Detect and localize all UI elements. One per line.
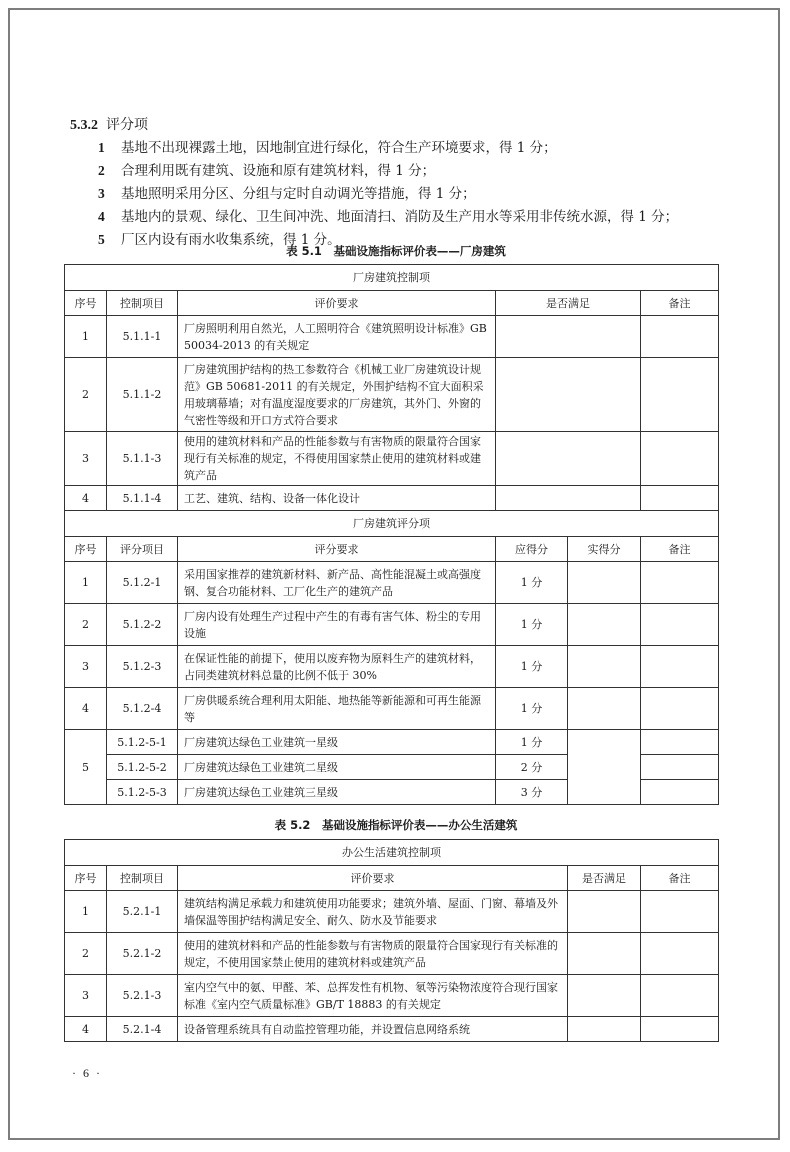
cell-actual-score (568, 646, 641, 688)
cell-code: 5.1.2-5-2 (107, 755, 178, 780)
item-text: 基地不出现裸露土地，因地制宜进行绿化，符合生产环境要求，得 1 分； (121, 140, 557, 156)
cell-due-score: 1 分 (496, 730, 568, 755)
table-row (65, 316, 719, 358)
cell-remark (641, 975, 719, 1017)
cell-requirement: 设备管理系统具有自动监控管理功能，并设置信息网络系统 (178, 1017, 568, 1042)
cell-code: 5.2.1-1 (107, 891, 178, 933)
cell-code: 5.1.2-2 (107, 604, 178, 646)
col-header-actual-score: 实得分 (568, 537, 641, 562)
cell-requirement: 厂房供暖系统合理利用太阳能、地热能等新能源和可再生能源等 (178, 688, 496, 730)
cell-no: 2 (65, 358, 107, 432)
list-item (70, 205, 730, 228)
cell-remark (641, 486, 719, 511)
cell-due-score: 2 分 (496, 755, 568, 780)
cell-remark (641, 358, 719, 432)
cell-no: 2 (65, 604, 107, 646)
col-header-item: 控制项目 (107, 866, 178, 891)
cell-remark (641, 891, 719, 933)
cell-actual-score (568, 730, 641, 805)
item-text: 基地照明采用分区、分组与定时自动调光等措施，得 1 分； (121, 186, 476, 202)
cell-satisfied (568, 1017, 641, 1042)
table-row (65, 933, 719, 975)
table-row (65, 486, 719, 511)
cell-code: 5.1.2-5-3 (107, 780, 178, 805)
cell-satisfied (496, 358, 641, 432)
cell-remark (641, 316, 719, 358)
table-row (65, 358, 719, 432)
cell-requirement: 在保证性能的前提下，使用以废弃物为原料生产的建筑材料，占同类建筑材料总量的比例不低于 30% (178, 646, 496, 688)
col-header-due-score: 应得分 (496, 537, 568, 562)
col-header-requirement: 评价要求 (178, 866, 568, 891)
table-row (65, 1017, 719, 1042)
cell-remark (641, 755, 719, 780)
cell-actual-score (568, 688, 641, 730)
table-row (65, 975, 719, 1017)
cell-code: 5.1.1-2 (107, 358, 178, 432)
cell-code: 5.1.2-4 (107, 688, 178, 730)
col-header-remark: 备注 (641, 537, 719, 562)
cell-requirement: 室内空气中的氨、甲醛、苯、总挥发性有机物、氡等污染物浓度符合现行国家标准《室内空气质量标准》GB/T 18883 的有关规定 (178, 975, 568, 1017)
table1-control-band: 厂房建筑控制项 (65, 265, 719, 291)
cell-code: 5.1.2-5-1 (107, 730, 178, 755)
cell-no: 5 (65, 730, 107, 805)
cell-no: 1 (65, 562, 107, 604)
cell-code: 5.1.1-1 (107, 316, 178, 358)
cell-no: 1 (65, 891, 107, 933)
cell-remark (641, 604, 719, 646)
table-band-row (65, 840, 719, 866)
cell-actual-score (568, 604, 641, 646)
col-header-requirement: 评分要求 (178, 537, 496, 562)
table-row (65, 432, 719, 486)
cell-requirement: 厂房建筑达绿色工业建筑一星级 (178, 730, 496, 755)
page-number: · 6 · (72, 1066, 102, 1080)
col-header-remark: 备注 (641, 291, 719, 316)
cell-no: 3 (65, 646, 107, 688)
table-band-row (65, 511, 719, 537)
cell-requirement: 建筑结构满足承载力和建筑使用功能要求；建筑外墙、屋面、门窗、幕墙及外墙保温等围护结构满足安全、耐久、防水及节能要求 (178, 891, 568, 933)
cell-satisfied (496, 486, 641, 511)
cell-due-score: 1 分 (496, 646, 568, 688)
table-row (65, 688, 719, 730)
table-header-row (65, 291, 719, 316)
col-header-remark: 备注 (641, 866, 719, 891)
cell-requirement: 厂房内设有处理生产过程中产生的有毒有害气体、粉尘的专用设施 (178, 604, 496, 646)
cell-satisfied (568, 975, 641, 1017)
cell-code: 5.1.1-3 (107, 432, 178, 486)
list-item (70, 182, 730, 205)
table-row (65, 562, 719, 604)
cell-no: 4 (65, 1017, 107, 1042)
cell-code: 5.1.2-1 (107, 562, 178, 604)
cell-requirement: 使用的建筑材料和产品的性能参数与有害物质的限量符合国家现行有关标准的规定，不得使用国家禁止使用的建筑材料或建筑产品 (178, 432, 496, 486)
cell-requirement: 厂房建筑达绿色工业建筑三星级 (178, 780, 496, 805)
section-heading (70, 114, 730, 136)
cell-requirement: 厂房照明利用自然光，人工照明符合《建筑照明设计标准》GB 50034-2013 的有关规定 (178, 316, 496, 358)
cell-satisfied (496, 316, 641, 358)
list-item (70, 136, 730, 159)
cell-satisfied (568, 891, 641, 933)
cell-due-score: 1 分 (496, 562, 568, 604)
table-band-row (65, 265, 719, 291)
cell-code: 5.1.1-4 (107, 486, 178, 511)
section-title: 评分项 (106, 117, 148, 133)
cell-remark (641, 1017, 719, 1042)
table-row (65, 891, 719, 933)
col-header-requirement: 评价要求 (178, 291, 496, 316)
col-header-no: 序号 (65, 537, 107, 562)
cell-due-score: 3 分 (496, 780, 568, 805)
col-header-no: 序号 (65, 291, 107, 316)
item-text: 基地内的景观、绿化、卫生间冲洗、地面清扫、消防及生产用水等采用非传统水源，得 1 分； (121, 209, 679, 225)
cell-no: 4 (65, 486, 107, 511)
cell-code: 5.2.1-4 (107, 1017, 178, 1042)
cell-requirement: 工艺、建筑、结构、设备一体化设计 (178, 486, 496, 511)
cell-remark (641, 780, 719, 805)
col-header-item: 评分项目 (107, 537, 178, 562)
col-header-no: 序号 (65, 866, 107, 891)
cell-requirement: 厂房建筑达绿色工业建筑二星级 (178, 755, 496, 780)
table-header-row (65, 866, 719, 891)
table2-control-band: 办公生活建筑控制项 (65, 840, 719, 866)
cell-due-score: 1 分 (496, 688, 568, 730)
cell-actual-score (568, 562, 641, 604)
page (8, 8, 780, 1140)
cell-due-score: 1 分 (496, 604, 568, 646)
item-number: 3 (98, 186, 105, 201)
table2 (64, 839, 719, 1042)
table1-scoring-band: 厂房建筑评分项 (65, 511, 719, 537)
table1 (64, 264, 719, 805)
cell-no: 1 (65, 316, 107, 358)
table1-caption: 表 5.1 基础设施指标评价表——厂房建筑 (286, 244, 506, 258)
cell-remark (641, 730, 719, 755)
cell-satisfied (496, 432, 641, 486)
cell-no: 2 (65, 933, 107, 975)
col-header-item: 控制项目 (107, 291, 178, 316)
col-header-satisfied: 是否满足 (496, 291, 641, 316)
cell-code: 5.2.1-3 (107, 975, 178, 1017)
table-row (65, 646, 719, 688)
cell-code: 5.2.1-2 (107, 933, 178, 975)
cell-remark (641, 933, 719, 975)
cell-remark (641, 432, 719, 486)
table-header-row (65, 537, 719, 562)
cell-remark (641, 562, 719, 604)
cell-remark (641, 646, 719, 688)
table-row (65, 730, 719, 755)
cell-remark (641, 688, 719, 730)
item-text: 合理利用既有建筑、设施和原有建筑材料，得 1 分； (121, 163, 436, 179)
cell-no: 3 (65, 975, 107, 1017)
table-row (65, 604, 719, 646)
cell-requirement: 采用国家推荐的建筑新材料、新产品、高性能混凝土或高强度钢、复合功能材料、工厂化生产的建筑产品 (178, 562, 496, 604)
item-number: 2 (98, 163, 105, 178)
item-number: 5 (98, 232, 105, 247)
section-5-3-2 (70, 114, 730, 251)
list-item (70, 159, 730, 182)
cell-satisfied (568, 933, 641, 975)
item-number: 4 (98, 209, 105, 224)
cell-code: 5.1.2-3 (107, 646, 178, 688)
cell-requirement: 使用的建筑材料和产品的性能参数与有害物质的限量符合国家现行有关标准的规定，不使用国家禁止使用的建筑材料或建筑产品 (178, 933, 568, 975)
item-text: 厂区内设有雨水收集系统，得 1 分。 (121, 232, 341, 248)
col-header-satisfied: 是否满足 (568, 866, 641, 891)
cell-requirement: 厂房建筑围护结构的热工参数符合《机械工业厂房建筑设计规范》GB 50681-2011 的有关规定，外围护结构不宜大面积采用玻璃幕墙；对有温度湿度要求的厂房建筑，其外门、外窗的气密性等级和开口方式符合要求 (178, 358, 496, 432)
section-number: 5.3.2 (70, 118, 98, 133)
table2-caption: 表 5.2 基础设施指标评价表——办公生活建筑 (274, 818, 518, 832)
cell-no: 4 (65, 688, 107, 730)
cell-no: 3 (65, 432, 107, 486)
item-number: 1 (98, 140, 105, 155)
